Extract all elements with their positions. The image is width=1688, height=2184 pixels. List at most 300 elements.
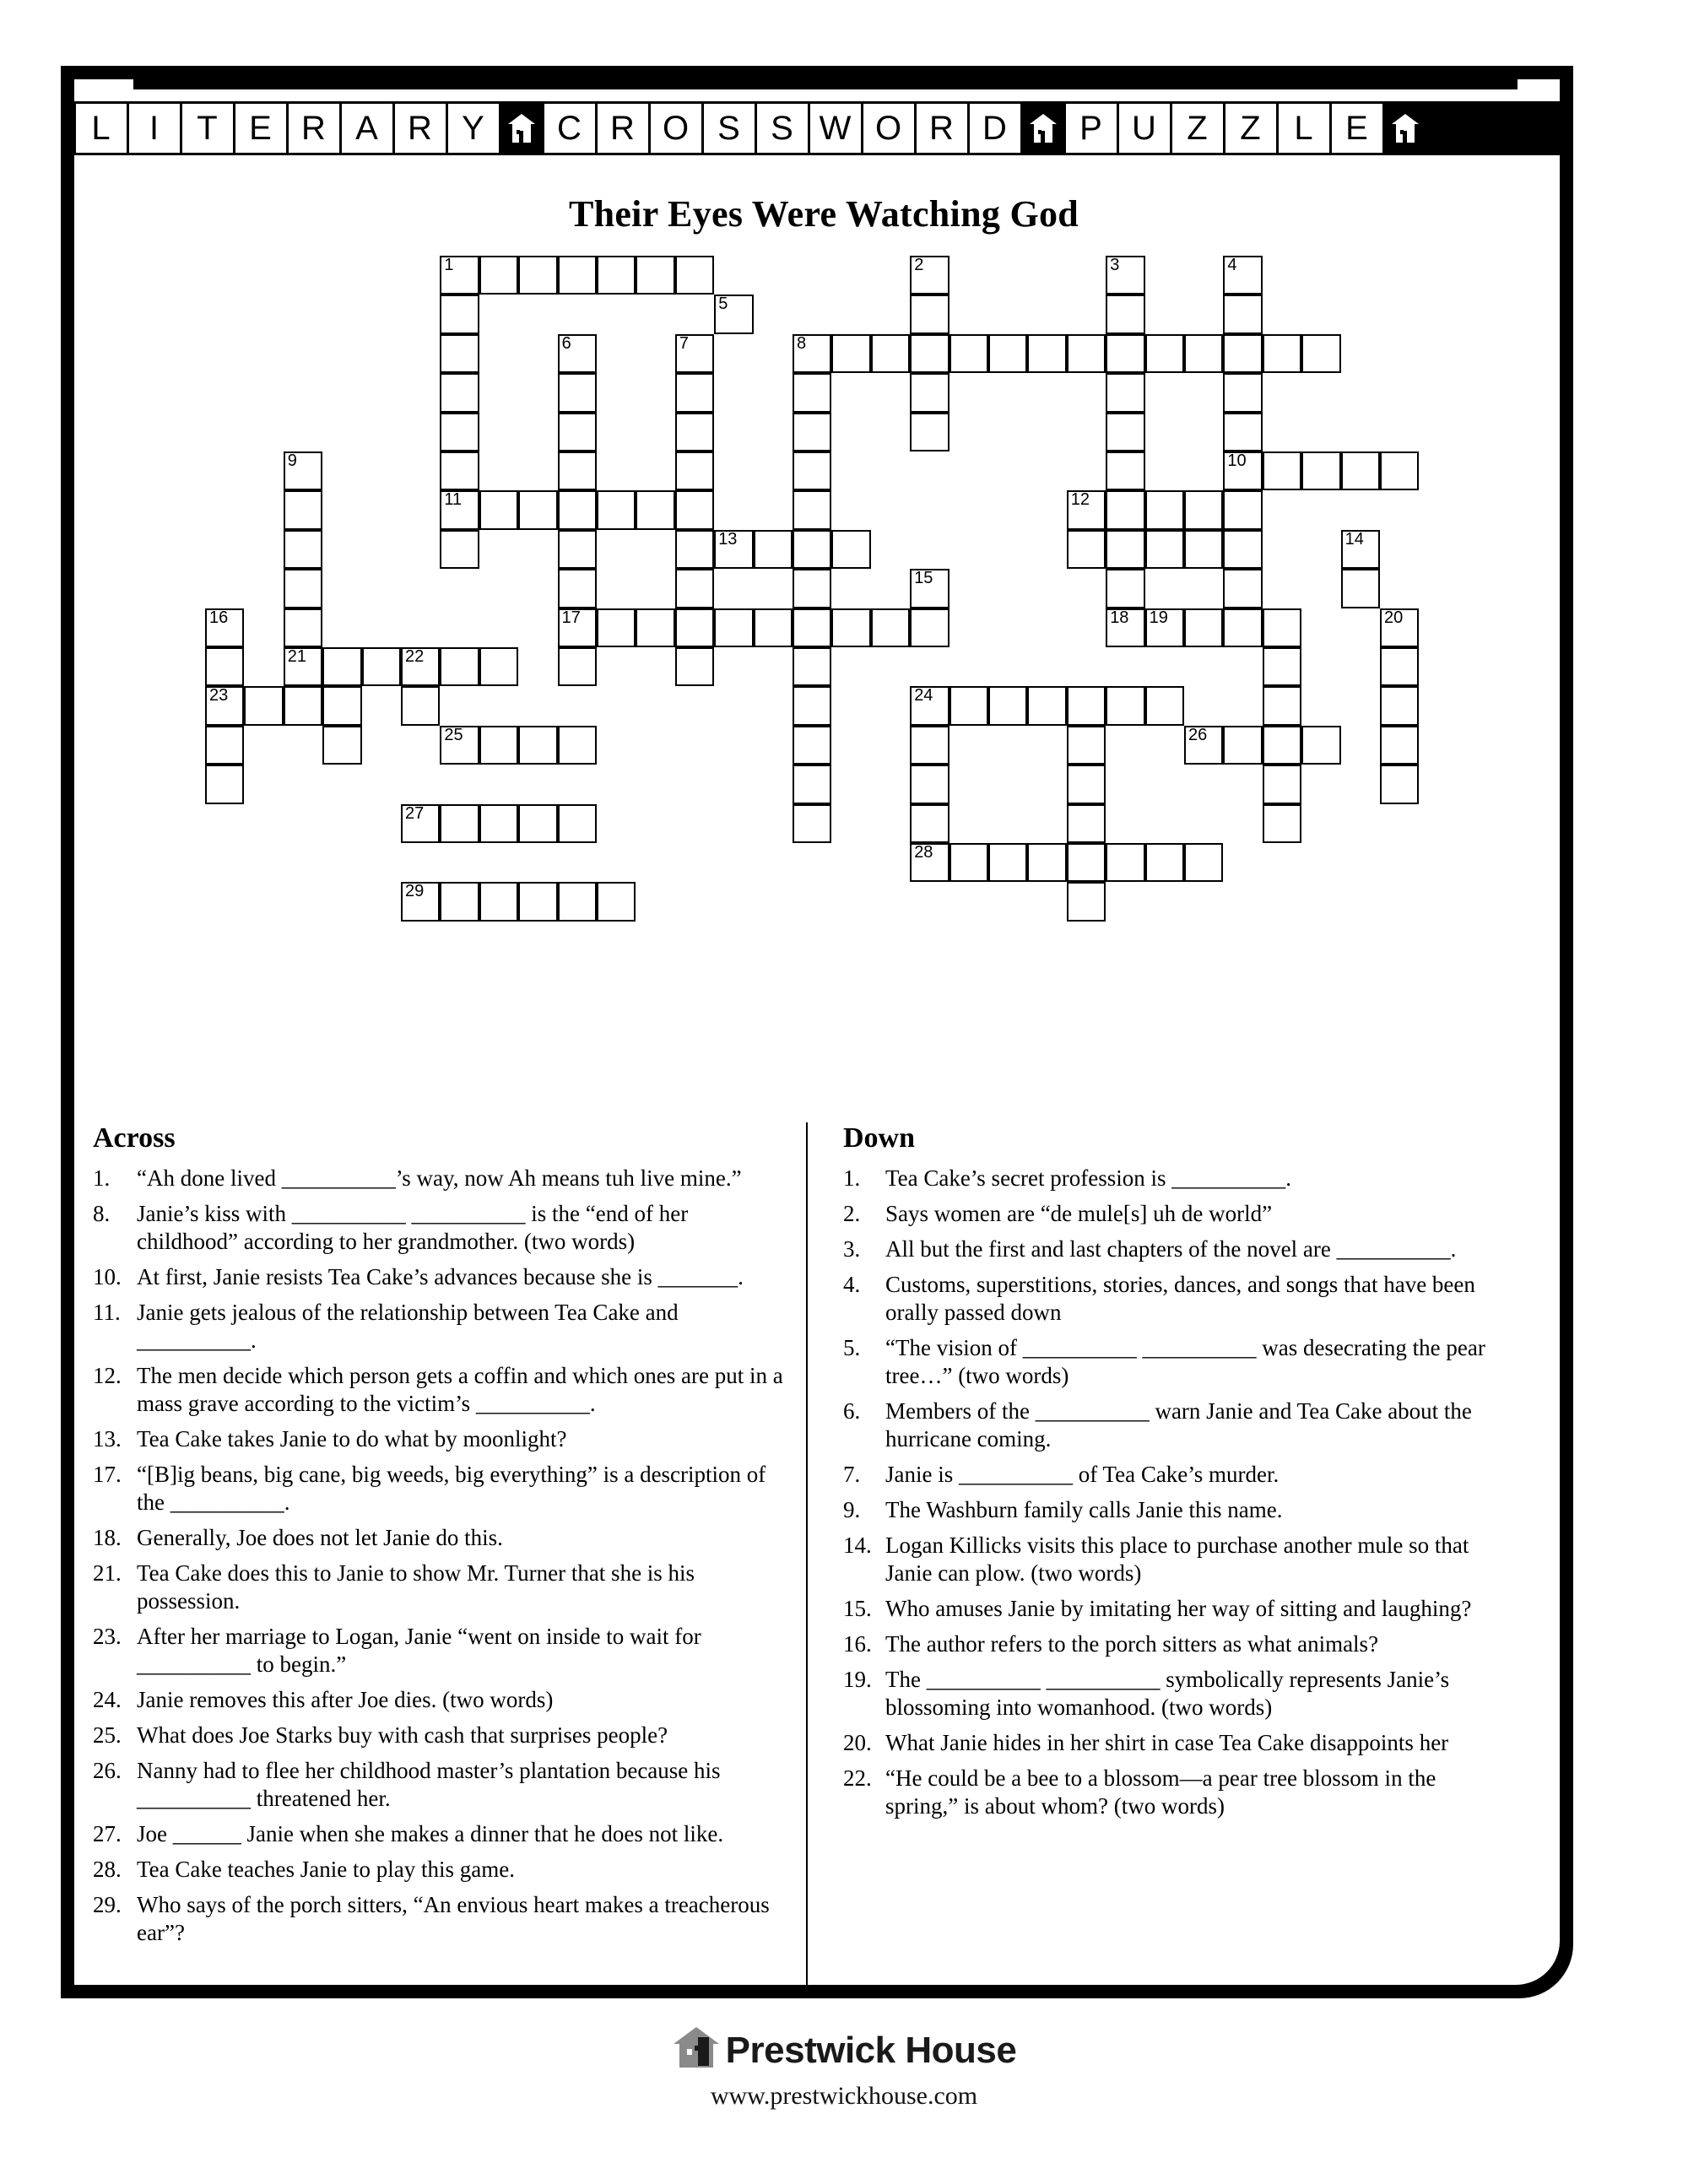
clue-number: 17. [93, 1462, 122, 1487]
crossword-cell-15[interactable] [910, 569, 949, 608]
across-clue-18 [93, 1524, 786, 1552]
crossword-cell[interactable] [597, 256, 636, 295]
crossword-cell[interactable] [1067, 726, 1106, 765]
banner-letter: R [289, 104, 339, 153]
crossword-cell[interactable] [1380, 451, 1419, 490]
crossword-cell[interactable] [518, 804, 557, 843]
across-clue-29 [93, 1891, 786, 1947]
crossword-cell[interactable] [1223, 608, 1262, 647]
crossword-cell[interactable] [1027, 843, 1066, 882]
crossword-cell-8[interactable] [793, 334, 831, 373]
crossword-cell[interactable] [1301, 451, 1340, 490]
crossword-cell[interactable] [362, 647, 401, 686]
clue-number: 5. [843, 1335, 861, 1360]
clue-text: Members of the __________ warn Janie and Tea Cake about the hurricane coming. [885, 1398, 1472, 1451]
banner-letter: O [863, 104, 914, 153]
clue-number: 24. [93, 1687, 122, 1712]
crossword-cell[interactable] [284, 686, 322, 725]
banner-letter: P [1066, 104, 1117, 153]
crossword-cell[interactable] [205, 647, 244, 686]
crossword-cell[interactable] [322, 726, 361, 765]
down-clue-22 [843, 1765, 1499, 1820]
crossword-cell[interactable] [793, 765, 831, 803]
crossword-cell[interactable] [1223, 373, 1262, 412]
crossword-cell[interactable] [1223, 334, 1262, 373]
across-clue-8 [93, 1200, 786, 1256]
crossword-cell-23[interactable] [205, 686, 244, 725]
crossword-cell[interactable] [636, 490, 674, 529]
across-clue-21 [93, 1560, 786, 1615]
banner-letter: A [342, 104, 392, 153]
crossword-cell[interactable] [284, 530, 322, 569]
clue-number: 3. [843, 1236, 861, 1262]
crossword-cell[interactable] [284, 569, 322, 608]
crossword-cell[interactable] [440, 882, 479, 921]
crossword-cell[interactable] [1263, 647, 1301, 686]
crossword-cell[interactable] [479, 647, 518, 686]
crossword-cell-4[interactable] [1223, 256, 1262, 295]
crossword-cell-6[interactable] [558, 334, 597, 373]
down-clue-4 [843, 1271, 1499, 1327]
crossword-cell[interactable] [871, 608, 910, 647]
crossword-cell-22[interactable] [401, 647, 440, 686]
crossword-cell[interactable] [440, 804, 479, 843]
crossword-cell[interactable] [675, 490, 714, 529]
crossword-cell[interactable] [1106, 686, 1144, 725]
cell-number: 12 [1070, 490, 1090, 510]
banner-letter: D [970, 104, 1020, 153]
crossword-cell[interactable] [597, 490, 636, 529]
crossword-cell[interactable] [1223, 530, 1262, 569]
banner-house-icon [1023, 104, 1063, 153]
cell-number: 14 [1344, 529, 1364, 549]
crossword-cell[interactable] [714, 608, 753, 647]
crossword-cell[interactable] [558, 726, 597, 765]
banner-letter: U [1119, 104, 1170, 153]
crossword-cell[interactable] [558, 413, 597, 451]
crossword-cell[interactable] [440, 334, 479, 373]
clue-text: Janie removes this after Joe dies. (two words) [137, 1687, 554, 1712]
crossword-cell[interactable] [440, 530, 479, 569]
clue-number: 8. [93, 1201, 111, 1226]
clue-number: 2. [843, 1201, 861, 1226]
banner-letter: W [810, 104, 861, 153]
crossword-cell[interactable] [1145, 334, 1184, 373]
crossword-cell[interactable] [205, 726, 244, 765]
cell-number: 26 [1188, 725, 1208, 744]
crossword-cell[interactable] [479, 256, 518, 295]
crossword-cell[interactable] [1301, 726, 1340, 765]
cell-number: 20 [1384, 608, 1404, 627]
crossword-cell-3[interactable] [1106, 256, 1144, 295]
crossword-cell[interactable] [1184, 843, 1223, 882]
down-clue-16 [843, 1630, 1499, 1658]
crossword-cell[interactable] [910, 413, 949, 451]
cell-number: 29 [405, 882, 425, 901]
banner-letter: Y [448, 104, 499, 153]
clue-number: 29. [93, 1892, 122, 1917]
crossword-cell[interactable] [597, 882, 636, 921]
header-rule [133, 71, 1518, 89]
banner-letter: R [598, 104, 648, 153]
down-clue-15 [843, 1595, 1499, 1623]
crossword-cell[interactable] [284, 490, 322, 529]
banner-letter: T [182, 104, 233, 153]
crossword-cell[interactable] [1184, 490, 1223, 529]
crossword-cell[interactable] [1341, 451, 1380, 490]
crossword-cell[interactable] [988, 686, 1027, 725]
clue-text: The __________ __________ symbolically represents Janie’s blossoming into womanhood. (two words) [885, 1667, 1450, 1720]
crossword-cell[interactable] [754, 530, 793, 569]
crossword-cell[interactable] [284, 608, 322, 647]
clue-number: 16. [843, 1631, 872, 1657]
crossword-cell[interactable] [440, 295, 479, 333]
crossword-cell-12[interactable] [1067, 490, 1106, 529]
crossword-cell[interactable] [1067, 686, 1106, 725]
crossword-cell-11[interactable] [440, 490, 479, 529]
across-clue-list [93, 1165, 786, 1947]
crossword-cell-21[interactable] [284, 647, 322, 686]
clue-number: 1. [93, 1165, 111, 1191]
crossword-cell-27[interactable] [401, 804, 440, 843]
crossword-cell[interactable] [831, 334, 870, 373]
crossword-cell[interactable] [910, 295, 949, 333]
crossword-cell[interactable] [988, 334, 1027, 373]
clue-number: 20. [843, 1730, 872, 1755]
crossword-cell[interactable] [1145, 843, 1184, 882]
crossword-cell[interactable] [910, 765, 949, 803]
crossword-cell-29[interactable] [401, 882, 440, 921]
clue-number: 19. [843, 1667, 872, 1692]
crossword-cell[interactable] [675, 373, 714, 412]
crossword-cell[interactable] [1341, 569, 1380, 608]
crossword-cell[interactable] [244, 686, 283, 725]
crossword-cell[interactable] [636, 256, 674, 295]
crossword-cell[interactable] [518, 882, 557, 921]
crossword-cell[interactable] [910, 804, 949, 843]
cell-number: 5 [718, 295, 728, 314]
crossword-cell[interactable] [558, 804, 597, 843]
cell-number: 18 [1110, 608, 1129, 627]
cell-number: 19 [1149, 608, 1168, 627]
crossword-cell[interactable] [1106, 843, 1144, 882]
crossword-cell[interactable] [1145, 686, 1184, 725]
clue-number: 26. [93, 1758, 122, 1783]
crossword-cell[interactable] [988, 843, 1027, 882]
clue-number: 9. [843, 1497, 861, 1522]
clue-text: Janie is __________ of Tea Cake’s murder. [885, 1462, 1280, 1487]
clue-number: 11. [93, 1300, 121, 1325]
down-clue-20 [843, 1729, 1499, 1757]
down-clue-6 [843, 1397, 1499, 1453]
crossword-cell[interactable] [558, 882, 597, 921]
crossword-grid[interactable] [205, 256, 1488, 1091]
crossword-cell[interactable] [950, 686, 988, 725]
crossword-cell-17[interactable] [558, 608, 597, 647]
crossword-cell-2[interactable] [910, 256, 949, 295]
crossword-cell[interactable] [1223, 569, 1262, 608]
crossword-cell[interactable] [1027, 334, 1066, 373]
title-banner [74, 101, 1573, 155]
crossword-cell[interactable] [1027, 686, 1066, 725]
crossword-cell[interactable] [558, 373, 597, 412]
cell-number: 2 [914, 256, 924, 274]
crossword-cell[interactable] [440, 413, 479, 451]
crossword-cell[interactable] [558, 490, 597, 529]
crossword-cell-20[interactable] [1380, 608, 1419, 647]
crossword-cell-1[interactable] [440, 256, 479, 295]
clue-number: 18. [93, 1525, 122, 1550]
crossword-cell[interactable] [1145, 490, 1184, 529]
crossword-cell[interactable] [558, 647, 597, 686]
brand-name: Prestwick House [725, 2029, 1017, 2071]
crossword-cell[interactable] [910, 373, 949, 412]
crossword-cell[interactable] [675, 413, 714, 451]
down-clue-9 [843, 1496, 1499, 1524]
banner-letter: E [235, 104, 286, 153]
crossword-cell[interactable] [871, 334, 910, 373]
crossword-cell[interactable] [1380, 647, 1419, 686]
crossword-cell[interactable] [440, 647, 479, 686]
clue-text: After her marriage to Logan, Janie “went on inside to wait for __________ to begin.” [137, 1624, 701, 1677]
crossword-cell[interactable] [1301, 334, 1340, 373]
crossword-cell[interactable] [793, 804, 831, 843]
down-column [806, 1122, 1519, 1992]
banner-letter: R [917, 104, 967, 153]
cell-number: 7 [679, 333, 689, 353]
clue-text: “[B]ig beans, big cane, big weeds, big everything” is a description of the __________. [137, 1462, 766, 1515]
brand-logo-row [0, 2025, 1688, 2075]
cell-number: 23 [209, 686, 229, 705]
crossword-cell[interactable] [1184, 334, 1223, 373]
crossword-cell[interactable] [205, 765, 244, 803]
crossword-cell[interactable] [1184, 608, 1223, 647]
across-clue-27 [93, 1820, 786, 1848]
crossword-cell-25[interactable] [440, 726, 479, 765]
clue-text: All but the first and last chapters of the novel are __________. [885, 1236, 1457, 1262]
page-title: Their Eyes Were Watching God [568, 193, 1079, 235]
clue-text: “The vision of __________ __________ was desecrating the pear tree…” (two words) [885, 1335, 1485, 1388]
crossword-cell[interactable] [793, 647, 831, 686]
crossword-cell[interactable] [558, 451, 597, 490]
crossword-cell[interactable] [1223, 295, 1262, 333]
across-clue-17 [93, 1461, 786, 1516]
crossword-cell[interactable] [401, 686, 440, 725]
crossword-cell[interactable] [440, 451, 479, 490]
across-clue-24 [93, 1686, 786, 1714]
crossword-cell[interactable] [558, 256, 597, 295]
crossword-cell-10[interactable] [1223, 451, 1262, 490]
crossword-cell[interactable] [322, 647, 361, 686]
across-clue-1 [93, 1165, 786, 1192]
crossword-cell[interactable] [910, 726, 949, 765]
crossword-cell-16[interactable] [205, 608, 244, 647]
crossword-cell[interactable] [793, 530, 831, 569]
clue-number: 15. [843, 1596, 872, 1621]
crossword-cell[interactable] [950, 843, 988, 882]
crossword-cell[interactable] [1263, 686, 1301, 725]
crossword-cell[interactable] [793, 413, 831, 451]
footer [0, 2025, 1688, 2111]
cell-number: 9 [287, 451, 297, 470]
crossword-cell[interactable] [1263, 726, 1301, 765]
crossword-cell-13[interactable] [714, 530, 753, 569]
cell-number: 13 [718, 529, 738, 549]
brand-url: www.prestwickhouse.com [710, 2082, 978, 2110]
clue-text: Says women are “de mule[s] uh de world” [885, 1201, 1273, 1226]
crossword-cell[interactable] [675, 451, 714, 490]
clue-text: Tea Cake teaches Janie to play this game. [137, 1857, 515, 1882]
clue-number: 21. [93, 1560, 122, 1586]
crossword-cell[interactable] [793, 569, 831, 608]
crossword-cell[interactable] [1263, 765, 1301, 803]
crossword-cell[interactable] [479, 490, 518, 529]
cell-number: 8 [797, 333, 807, 353]
crossword-cell[interactable] [831, 608, 870, 647]
crossword-cell[interactable] [1067, 804, 1106, 843]
crossword-cell[interactable] [1145, 530, 1184, 569]
banner-house-icon [1385, 104, 1426, 153]
clue-text: The men decide which person gets a coffin and which ones are put in a mass grave according to the victim’s __________. [137, 1363, 783, 1416]
across-column [93, 1122, 806, 1992]
down-heading: Down [843, 1122, 916, 1154]
crossword-cell[interactable] [793, 608, 831, 647]
crossword-cell[interactable] [675, 647, 714, 686]
cell-number: 27 [405, 803, 425, 823]
clue-text: The Washburn family calls Janie this name. [885, 1497, 1283, 1522]
crossword-cell[interactable] [1184, 530, 1223, 569]
clue-text: Tea Cake does this to Janie to show Mr. Turner that she is his possession. [137, 1560, 695, 1614]
crossword-cell[interactable] [793, 726, 831, 765]
crossword-cell[interactable] [1380, 765, 1419, 803]
crossword-cell[interactable] [597, 608, 636, 647]
cell-number: 11 [444, 490, 463, 510]
crossword-cell-5[interactable] [714, 295, 753, 333]
cell-number: 28 [914, 843, 933, 862]
crossword-cell[interactable] [1067, 843, 1106, 882]
crossword-cell[interactable] [479, 804, 518, 843]
crossword-cell[interactable] [793, 686, 831, 725]
crossword-cell[interactable] [754, 608, 793, 647]
crossword-cell[interactable] [558, 530, 597, 569]
crossword-cell-24[interactable] [910, 686, 949, 725]
crossword-cell[interactable] [675, 608, 714, 647]
banner-letter: Z [1172, 104, 1223, 153]
crossword-cell[interactable] [675, 530, 714, 569]
crossword-cell[interactable] [1106, 451, 1144, 490]
cell-number: 10 [1227, 451, 1247, 470]
crossword-cell-19[interactable] [1145, 608, 1184, 647]
down-clue-list [843, 1165, 1499, 1820]
clue-number: 27. [93, 1821, 122, 1846]
down-clue-14 [843, 1532, 1499, 1587]
clue-text: Who says of the porch sitters, “An envious heart makes a treacherous ear”? [137, 1892, 770, 1945]
cell-number: 17 [561, 608, 581, 627]
clue-number: 10. [93, 1264, 122, 1289]
down-clue-5 [843, 1334, 1499, 1390]
crossword-cell[interactable] [910, 608, 949, 647]
cell-number: 4 [1227, 256, 1237, 274]
crossword-cell[interactable] [1067, 530, 1106, 569]
crossword-cell[interactable] [322, 686, 361, 725]
crossword-cell[interactable] [1106, 373, 1144, 412]
crossword-cell[interactable] [831, 530, 870, 569]
crossword-cell[interactable] [1067, 765, 1106, 803]
crossword-cell[interactable] [1223, 490, 1262, 529]
clue-text: “Ah done lived __________’s way, now Ah means tuh live mine.” [137, 1165, 742, 1191]
crossword-cell[interactable] [1223, 413, 1262, 451]
crossword-cell[interactable] [558, 569, 597, 608]
crossword-cell[interactable] [793, 373, 831, 412]
crossword-cell[interactable] [1263, 804, 1301, 843]
crossword-cell[interactable] [1106, 569, 1144, 608]
cell-number: 3 [1110, 256, 1120, 274]
clue-text: What does Joe Starks buy with cash that surprises people? [137, 1722, 668, 1748]
crossword-cell[interactable] [793, 451, 831, 490]
down-clue-2 [843, 1200, 1499, 1228]
crossword-cell-18[interactable] [1106, 608, 1144, 647]
crossword-cell[interactable] [1067, 334, 1106, 373]
crossword-cell-28[interactable] [910, 843, 949, 882]
crossword-cell[interactable] [1263, 334, 1301, 373]
crossword-cell[interactable] [1380, 726, 1419, 765]
across-clue-10 [93, 1263, 786, 1291]
banner-letter: C [544, 104, 595, 153]
crossword-cell[interactable] [1106, 295, 1144, 333]
clue-number: 13. [93, 1426, 122, 1451]
clue-text: “He could be a bee to a blossom—a pear tree blossom in the spring,” is about whom? (two words) [885, 1765, 1436, 1819]
crossword-cell[interactable] [793, 490, 831, 529]
crossword-cell[interactable] [675, 569, 714, 608]
crossword-cell[interactable] [1106, 530, 1144, 569]
crossword-cell[interactable] [1106, 334, 1144, 373]
cell-number: 6 [561, 333, 571, 353]
clue-number: 14. [843, 1533, 872, 1558]
across-clue-13 [93, 1425, 786, 1453]
crossword-cell[interactable] [1263, 451, 1301, 490]
crossword-cell[interactable] [636, 608, 674, 647]
crossword-cell[interactable] [675, 256, 714, 295]
clue-number: 22. [843, 1765, 872, 1791]
crossword-cell[interactable] [518, 726, 557, 765]
crossword-cell-26[interactable] [1184, 726, 1223, 765]
cell-number: 1 [444, 256, 454, 274]
crossword-cell-14[interactable] [1341, 530, 1380, 569]
crossword-cell[interactable] [1380, 686, 1419, 725]
crossword-cell[interactable] [950, 334, 988, 373]
cell-number: 15 [914, 569, 933, 588]
crossword-cell[interactable] [479, 726, 518, 765]
crossword-cell[interactable] [1106, 490, 1144, 529]
crossword-cell[interactable] [1263, 608, 1301, 647]
banner-letter: L [1279, 104, 1329, 153]
crossword-cell[interactable] [910, 334, 949, 373]
crossword-cell[interactable] [440, 373, 479, 412]
crossword-cell[interactable] [1106, 413, 1144, 451]
crossword-cell[interactable] [1067, 882, 1106, 921]
crossword-cell[interactable] [1223, 726, 1262, 765]
across-clue-11 [93, 1299, 786, 1354]
across-clue-23 [93, 1623, 786, 1679]
crossword-cell[interactable] [518, 256, 557, 295]
cell-number: 21 [287, 647, 307, 666]
crossword-cell-9[interactable] [284, 451, 322, 490]
crossword-cell[interactable] [518, 490, 557, 529]
crossword-cell[interactable] [479, 882, 518, 921]
clue-text: Generally, Joe does not let Janie do this. [137, 1525, 503, 1550]
crossword-cell-7[interactable] [675, 334, 714, 373]
clue-text: Janie gets jealous of the relationship between Tea Cake and __________. [137, 1300, 679, 1353]
